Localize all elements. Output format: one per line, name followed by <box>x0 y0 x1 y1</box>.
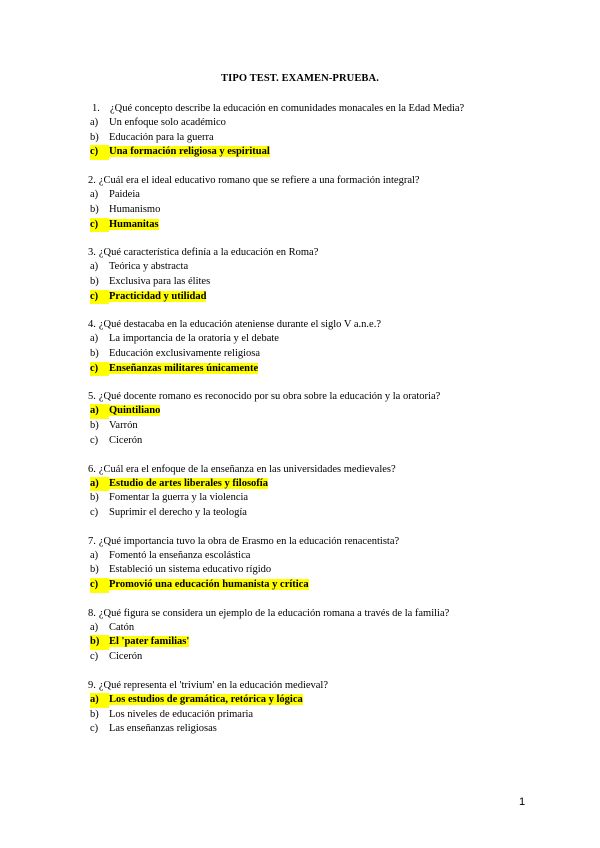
option-text: Teórica y abstracta <box>109 261 189 273</box>
option-letter: b) <box>90 131 99 143</box>
question-text <box>88 317 570 332</box>
option-letter: a) <box>90 477 109 492</box>
question-5 <box>90 389 570 448</box>
option-list <box>90 404 570 448</box>
option-letter: c) <box>90 578 109 593</box>
answer-option <box>90 491 570 506</box>
option-letter: c) <box>90 290 109 305</box>
question-4 <box>90 317 570 376</box>
option-list <box>90 116 570 160</box>
question-text <box>88 678 570 693</box>
question-number: 7. <box>88 535 96 547</box>
question-number: 8. <box>88 607 96 619</box>
option-text: Catón <box>109 621 135 633</box>
question-text <box>88 534 570 549</box>
answer-option-correct <box>90 693 570 708</box>
answer-option <box>90 260 570 275</box>
option-letter: b) <box>90 420 99 432</box>
question-text <box>88 389 570 404</box>
answer-option <box>90 650 570 665</box>
question-number: 6. <box>88 463 96 475</box>
answer-option <box>90 275 570 290</box>
page-title: TIPO TEST. EXAMEN-PRUEBA. <box>221 73 379 84</box>
page-number: 1 <box>519 796 526 808</box>
option-letter: a) <box>90 404 109 419</box>
option-text: Promovió una educación humanista y crítica <box>109 579 309 591</box>
answer-option-correct <box>90 362 570 377</box>
answer-option <box>90 549 570 564</box>
option-letter: b) <box>90 348 99 360</box>
option-list <box>90 477 570 521</box>
option-text: Humanitas <box>109 218 159 230</box>
option-list <box>90 332 570 376</box>
answer-option <box>90 434 570 449</box>
option-list <box>90 188 570 232</box>
answer-option <box>90 332 570 347</box>
answer-option <box>90 188 570 203</box>
answer-option-correct <box>90 635 570 650</box>
question-prompt: ¿Cuál era el enfoque de la enseñanza en las universidades medievales? <box>98 463 396 475</box>
answer-option <box>90 131 570 146</box>
option-text: Educación para la guerra <box>109 131 214 143</box>
option-letter: a) <box>90 621 99 633</box>
option-letter: a) <box>90 693 109 708</box>
question-prompt: ¿Qué docente romano es reconocido por su obra sobre la educación y la oratoria? <box>98 391 441 403</box>
option-letter: b) <box>90 492 99 504</box>
option-letter: a) <box>90 189 99 201</box>
option-letter: b) <box>90 564 99 576</box>
option-text: Una formación religiosa y espiritual <box>109 146 270 158</box>
question-prompt: ¿Cuál era el ideal educativo romano que se refiere a una formación integral? <box>98 175 420 187</box>
question-number: 5. <box>88 391 96 403</box>
option-text: Fomentar la guerra y la violencia <box>109 492 249 504</box>
question-text <box>88 462 570 477</box>
question-6 <box>90 462 570 521</box>
option-letter: a) <box>90 333 99 345</box>
option-letter: b) <box>90 708 99 720</box>
option-text: Estableció un sistema educativo rígido <box>109 564 272 576</box>
answer-option-correct <box>90 578 570 593</box>
question-number: 4. <box>88 319 96 331</box>
question-1 <box>90 101 570 160</box>
option-text: Humanismo <box>109 203 161 215</box>
option-text: Quintiliano <box>109 405 161 417</box>
answer-option <box>90 722 570 737</box>
option-letter: c) <box>90 506 99 518</box>
answer-option <box>90 116 570 131</box>
option-list <box>90 260 570 304</box>
option-letter: c) <box>90 218 109 233</box>
answer-option <box>90 419 570 434</box>
option-text: Exclusiva para las élites <box>109 275 211 287</box>
option-text: El 'pater familias' <box>109 636 190 648</box>
question-text <box>88 173 570 188</box>
option-text: Los estudios de gramática, retórica y lógica <box>109 693 303 705</box>
question-prompt: ¿Qué concepto describe la educación en comunidades monacales en la Edad Media? <box>110 103 465 114</box>
option-letter: a) <box>90 549 99 561</box>
question-text <box>88 606 570 621</box>
question-9 <box>90 678 570 737</box>
answer-option <box>90 506 570 521</box>
option-text: Estudio de artes liberales y filosofía <box>109 477 268 489</box>
question-prompt: ¿Qué importancia tuvo la obra de Erasmo en la educación renacentista? <box>98 535 400 547</box>
option-letter: c) <box>90 145 109 160</box>
option-letter: c) <box>90 362 109 377</box>
option-text: Paideia <box>109 189 140 201</box>
option-text: Varrón <box>109 420 138 432</box>
answer-option-correct <box>90 404 570 419</box>
question-prompt: ¿Qué característica definía a la educación en Roma? <box>98 247 319 259</box>
question-list <box>90 101 570 750</box>
answer-option <box>90 708 570 723</box>
answer-option <box>90 621 570 636</box>
option-letter: c) <box>90 651 99 663</box>
question-number: 2. <box>88 175 96 187</box>
answer-option-correct <box>90 477 570 492</box>
option-text: Los niveles de educación primaria <box>109 708 254 720</box>
question-prompt: ¿Qué representa el 'trivium' en la educación medieval? <box>98 679 329 691</box>
question-8 <box>90 606 570 665</box>
option-list <box>90 621 570 665</box>
option-letter: a) <box>90 117 99 128</box>
answer-option-correct <box>90 290 570 305</box>
option-text: Practicidad y utilidad <box>109 290 207 302</box>
option-list <box>90 549 570 593</box>
question-prompt: ¿Qué destacaba en la educación ateniense durante el siglo V a.n.e.? <box>98 319 381 331</box>
question-number: 3. <box>88 247 96 259</box>
question-3 <box>90 245 570 304</box>
answer-option <box>90 203 570 218</box>
option-text: Fomentó la enseñanza escolástica <box>109 549 251 561</box>
option-text: Suprimir el derecho y la teología <box>109 506 247 518</box>
option-letter: b) <box>90 203 99 215</box>
option-letter: b) <box>90 275 99 287</box>
question-2 <box>90 173 570 232</box>
option-letter: c) <box>90 434 99 446</box>
option-text: Las enseñanzas religiosas <box>109 723 217 735</box>
question-text <box>88 245 570 260</box>
question-number: 9. <box>88 679 96 691</box>
answer-option-correct <box>90 145 570 160</box>
option-text: Educación exclusivamente religiosa <box>109 348 261 360</box>
question-text <box>90 101 570 116</box>
answer-option-correct <box>90 218 570 233</box>
option-letter: b) <box>90 635 109 650</box>
answer-option <box>90 347 570 362</box>
option-text: Cicerón <box>109 651 143 663</box>
option-letter: a) <box>90 261 99 273</box>
option-letter: c) <box>90 723 99 735</box>
question-number: 1. <box>92 103 100 114</box>
answer-option <box>90 563 570 578</box>
option-text: Enseñanzas militares únicamente <box>109 362 259 374</box>
option-list <box>90 693 570 737</box>
option-text: Cicerón <box>109 434 143 446</box>
question-7 <box>90 534 570 593</box>
option-text: La importancia de la oratoria y el debate <box>109 333 279 345</box>
option-text: Un enfoque solo académico <box>109 117 226 128</box>
question-prompt: ¿Qué figura se considera un ejemplo de la educación romana a través de la familia? <box>98 607 450 619</box>
